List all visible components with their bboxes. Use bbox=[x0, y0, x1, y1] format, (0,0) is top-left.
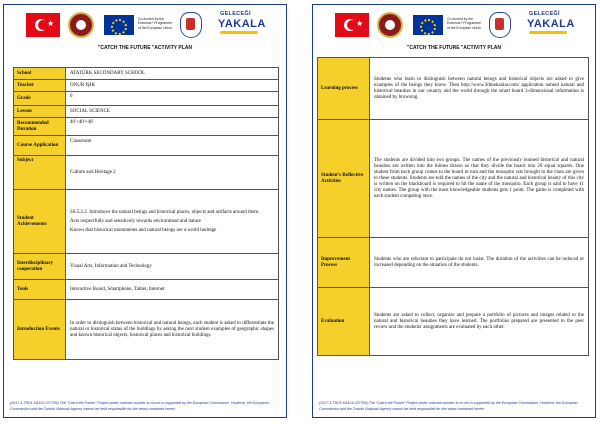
row-value: Interactive Board, Smartphone, Tablet, Internet bbox=[66, 280, 279, 300]
achievement-line: Knows that historical monuments and natural beings are a world heritage bbox=[70, 227, 217, 233]
row-value bbox=[66, 190, 279, 254]
eu-flag-icon bbox=[104, 15, 134, 35]
national-agency-emblem-icon bbox=[377, 12, 403, 38]
row-value: The students are divided into two groups. The names of the previously learned historical and natural beauties are written into the thimes drawn so that they divide the board into 20 equal squares. One student from each group comes to the board in turn and the mosquito rats brought to the class are given to these students. Students are told the names of the city and the natural and historical beauty of this city is written on the blackboard is required to hit the name of the mosquito. Each group is said to have 11 city names. The group with the most knowledgeable students gets 1 point. The game is completed with each student competing once. bbox=[370, 120, 589, 238]
eu-flag-icon bbox=[413, 15, 443, 35]
logo-bar bbox=[313, 11, 595, 41]
row-label: Introduction Events bbox=[14, 300, 66, 360]
table-row bbox=[14, 190, 279, 254]
row-label: Learning process bbox=[318, 58, 370, 120]
achievement-line: Acts respectfully and sensitively towards environment and nature bbox=[70, 218, 201, 224]
activity-plan-title: "CATCH THE FUTURE "ACTIVITY PLAN bbox=[98, 45, 192, 51]
table-row bbox=[14, 300, 279, 360]
row-label: Course Application bbox=[14, 136, 66, 156]
row-label: Teacher bbox=[14, 80, 66, 92]
row-label: Subject bbox=[14, 156, 66, 190]
row-value: SOCIAL SCIENCE bbox=[66, 106, 279, 118]
table-row bbox=[318, 120, 589, 238]
turkish-flag-icon: ★ bbox=[335, 13, 369, 37]
table-row bbox=[14, 254, 279, 280]
row-label: Lesson bbox=[14, 106, 66, 118]
row-value: Visual Arts, Information and Technology bbox=[66, 254, 279, 280]
achievement-line: SS.5.2.2. Introduces the natural beings and historical places, objects and artifacts around them. bbox=[70, 209, 260, 215]
activity-plan-title: "CATCH THE FUTURE "ACTIVITY PLAN bbox=[407, 45, 501, 51]
table-row bbox=[14, 118, 279, 136]
turkish-flag-icon: ★ bbox=[26, 13, 60, 37]
school-seal-icon bbox=[489, 12, 511, 38]
row-label: Tools bbox=[14, 280, 66, 300]
row-label: Evaluation bbox=[318, 288, 370, 356]
row-value: In order to distinguish between historical and natural beings, each student is asked to differentiate the natural or historical status of the buildings by asking the next student examples of geographic shapes and known historical objects, historical places and historical buildings. bbox=[66, 300, 279, 360]
plan-info-table bbox=[13, 67, 279, 360]
table-row bbox=[14, 156, 279, 190]
yakala-logo: GELECEĞİ YAKALA bbox=[218, 11, 262, 37]
row-value: Classroom bbox=[66, 136, 279, 156]
footer-disclaimer: (2017-1-TR01-KA101-037784) The "Catch the Future" Project under contract number is co-run is supported by the European Commission. However, the European Commission and the Turkish National Agency cannot be held responsible for the views contained herein. bbox=[319, 401, 578, 411]
plan-process-table bbox=[317, 57, 589, 356]
school-seal-icon bbox=[180, 12, 202, 38]
row-value: Students are asked to collect, organize and prepare a portfolio of pictures and images related to the natural and historical beauties they have learned. The portfolios prepared are presented to the peer review and the students' assignments are evaluated by each other. bbox=[370, 288, 589, 356]
row-label: Interdisciplinary cooperation bbox=[14, 254, 66, 280]
page-right bbox=[312, 4, 596, 418]
row-label: Student's Reflective Activities bbox=[318, 120, 370, 238]
row-value: 6 bbox=[66, 92, 279, 106]
table-row bbox=[318, 58, 589, 120]
yakala-logo: GELECEĞİ YAKALA bbox=[527, 11, 571, 37]
logo-bar bbox=[4, 11, 286, 41]
row-value: ONUR IŞIK bbox=[66, 80, 279, 92]
table-row bbox=[318, 238, 589, 288]
table-row bbox=[14, 80, 279, 92]
row-value: Culture and Heritage 2 bbox=[66, 156, 279, 190]
row-label: Improvement Process bbox=[318, 238, 370, 288]
row-value: Students who learn to distinguish between natural beings and historical objects are asked to give examples of the beings they know. Then http://www.3dmekanlar.com/ application named natural and historical beauties in our country and the world through the smart board 3-dimensional information is obtained by browsing. bbox=[370, 58, 589, 120]
table-row bbox=[14, 106, 279, 118]
national-agency-emblem-icon bbox=[68, 12, 94, 38]
erasmus-cofunded-text: Co-funded by the Erasmus+ Programme of the European Union bbox=[447, 17, 482, 30]
erasmus-cofunded-text: Co-funded by the Erasmus+ Programme of the European Union bbox=[138, 17, 173, 30]
table-row bbox=[14, 68, 279, 80]
row-label: Recommended Duration bbox=[14, 118, 66, 136]
row-value: ATATÜRK SECONDARY SCHOOL bbox=[66, 68, 279, 80]
table-row bbox=[14, 136, 279, 156]
table-row bbox=[14, 280, 279, 300]
row-label: Student Achievements bbox=[14, 190, 66, 254]
footer-disclaimer: (2017-1-TR01-KA101-037784) The "Catch the Future" Project under contract number is co-run is supported by the European Commission. However, the European Commission and the Turkish National Agency cannot be held responsible for the views contained herein. bbox=[10, 401, 269, 411]
row-label: School bbox=[14, 68, 66, 80]
row-label: Grade bbox=[14, 92, 66, 106]
table-row bbox=[318, 288, 589, 356]
row-value: 40'+40'+40' bbox=[66, 118, 279, 136]
table-row bbox=[14, 92, 279, 106]
row-value: Students who are reluctant to participate do not insist. The duration of the activities can be reduced or increased depending on the situation of the students. bbox=[370, 238, 589, 288]
page-left bbox=[3, 4, 287, 418]
